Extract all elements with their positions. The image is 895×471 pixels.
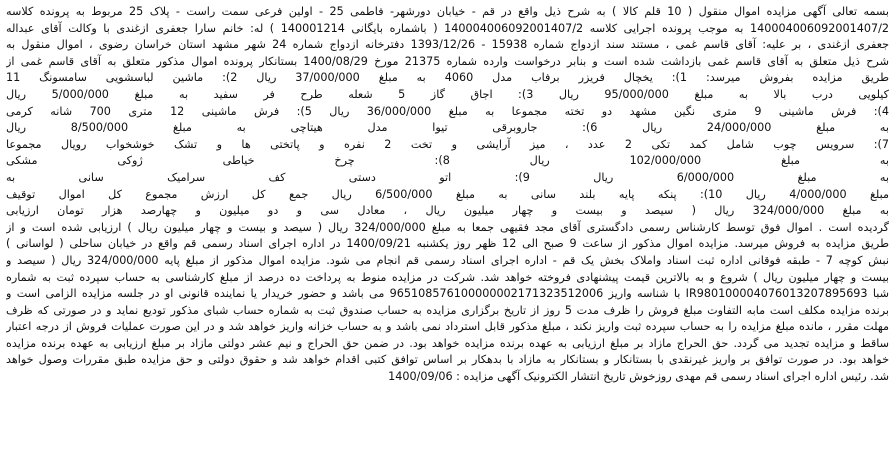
notice-line: شد. رئیس اداره اجرای اسناد رسمی قم مهدی روزخوش تاریخ انتشار الکترونیک آگهی مزایده : 1400/09/06 <box>388 370 889 384</box>
notice-line: کیلویی درب بالا به مبلغ 95/000/000 ریال 3): اجاق گاز 5 شعله طرح فر سفید به مبلغ 5/000/000 ریال <box>6 87 889 101</box>
notice-line: به مبلغ 24/000/000 ریال 6): جاروبرقی تیوا مدل هیتاچی به مبلغ 8/500/000 ریال <box>6 121 889 135</box>
notice-line: طریق مزایده به فروش میرسد. مزایده اموال مذکور از ساعت 9 صبح الی 12 ظهر روز یکشنبه 1400/09/21 در اداره اجرای اسناد رسمی قم واقع در خیابان ساحلی ( لواسانی ) <box>6 237 889 251</box>
notice-line: مهلت مقرر ، مانده مبلغ مزایده را به حساب سپرده ثبت واریز نکند ، مبلغ مذکور قابل استرداد نمی باشد و به حساب خزانه واریز خواهد شد و در این صورت عملیات فروش از درجه اعتبار <box>6 320 889 334</box>
notice-line: شرح ذیل متعلق به آقای قاسم غمی بازداشت شده است و بنابر درخواست وارده شماره 21375 مورخ 1400/08/29 بستانکار پرونده اموال مذکور متعلق به آقای قاسم غمی از <box>6 54 889 68</box>
notice-line: به مبلغ 324/000/000 ریال ( سیصد و بیست و چهار میلیون ریال ، معادل سی و دو میلیون و چهارصد هزار تومان ارزیابی <box>6 204 889 218</box>
notice-line: خواهد بود. در صورت توافق بر واریز غیرنقدی با بستانکار و بستانکار به مازاد با بدهکار بر اساس توافق کتبی اقدام خواهد شد و حقوق دولتی و حق مزایده طبق مقررات وصول خواهد <box>6 353 889 367</box>
notice-line: بیست و چهار میلیون ریال ) شروع و به بالاترین قیمت پیشنهادی فروخته خواهد شد. شرکت در مزایده منوط به پرداخت ده درصد از مبلغ کارشناسی به حساب سپرده ثبت به شماره <box>6 270 889 284</box>
notice-line: ساقط و مزایده تجدید می گردد. حق الحراج مازاد بر مبلغ ارزیابی به عهده برنده مزایده خواهد بود. در ضمن حق الحراج و نیم عشر دولتی مازاد بر مبلغ ارزیابی به عهده برنده مزایده <box>6 336 889 350</box>
notice-line: 14000400609200140​7/2 به موجب پرونده اجرایی کلاسه 14000400609200140​7/2 ( باشماره بایگانی 140001214 ) له: خانم سارا جعفری ازغندی با وکالت آقای عبداله <box>6 21 889 35</box>
notice-line: به مبلغ 102/000/000 ریال 8): چرخ خیاطی ژوکی مشکی <box>6 154 889 168</box>
notice-line: طریق مزایده بفروش میرسد: 1): یخچال فریزر برفاب مدل 4060 به مبلغ 37/000/000 ریال 2): ماشین لباسشویی سامسونگ 11 <box>6 71 889 85</box>
notice-line: برنده مزایده مکلف است مابه التفاوت مبلغ فروش را ظرف مدت 5 روز از تاریخ برگزاری مزایده به حساب صندوق ثبت به شماره حساب شبای مذکور تودیع نماید و در صورتی که ظرف <box>6 303 889 317</box>
notice-line: 4): فرش ماشینی 9 متری نگین مشهد دو تخته مجموعا به مبلغ 36/000/000 ریال 5): فرش ماشینی 12 متری 700 شانه کرمی <box>6 104 889 118</box>
notice-line: بسمه تعالی آگهی مزایده اموال منقول ( 10 قلم کالا ) به شرح ذیل واقع در قم - خیابان دورشهر- فاطمی 25 - اولین فرعی سمت راست - پلاک 25 مربوط به پرونده کلاسه <box>6 5 889 18</box>
notice-line: جعفری ازغندی ، بر علیه: آقای قاسم غمی ، مستند سند ازدواج شماره 15938 - 1393/12/26 دفترخانه ازدواج شماره 24 شهر مشهد استان خراسان رضوی ، اموال منقول به <box>6 38 889 52</box>
notice-line: شبا IR980100004076013207895693 با شناسه واریز 965108576100000002171323512006 می باشد و حضور خریدار یا نماینده قانونی او در جلسه مزایده الزامی است و <box>6 287 889 301</box>
notice-line: گردیده است . اموال فوق توسط کارشناس رسمی دادگستری آقای مجد فقیهی جمعا به مبلغ 324/000/000 ریال ( سیصد و بیست و چهار میلیون ریال ) ارزیابی شده است و از <box>6 220 889 234</box>
notice-line: نبش کوچه 7 - طبقه فوقانی اداره ثبت اسناد واملاک بخش یک قم - اداره اجرای اسناد رسمی قم انجام می شود. مزایده اموال مذکور از مبلغ پایه 324/000/000 ریال ( سیصد و <box>6 253 889 267</box>
notice-line: 7): سرویس چوب شامل کمد تکی 2 عدد ، میز آرایشی و تخت 2 نفره و پاتختی ها و تشک خوشخواب رویال مجموعا <box>6 137 889 151</box>
notice-line: مبلغ 4/000/000 ریال 10): پنکه پایه بلند سانی به مبلغ 6/500/000 ریال جمع کل ارزش مجموع کل اموال توقیف <box>6 187 889 201</box>
notice-body <box>6 4 889 386</box>
notice-line: به مبلغ 6/000/000 ریال 9): اتو دستی کف سرامیک سانی به <box>6 170 889 184</box>
